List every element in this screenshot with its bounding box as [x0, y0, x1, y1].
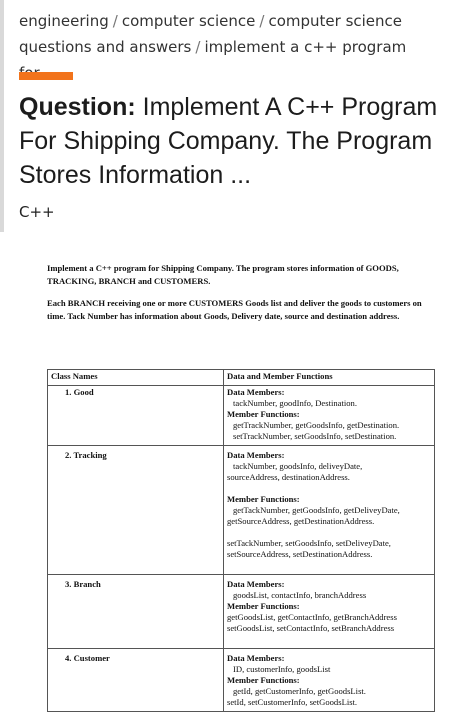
members-line: sourceAddress, destinationAddress.: [227, 472, 350, 482]
class-name-branch: 3. Branch: [48, 575, 224, 649]
breadcrumb-cs-qa[interactable]: computer science questions and answers: [19, 12, 403, 56]
functions-line: getTrackNumber, getGoodsInfo, getDestination.: [233, 420, 400, 430]
members-label: Data Members:: [227, 579, 285, 589]
table-header-row: [48, 370, 435, 386]
table-row: [48, 386, 435, 446]
class-name-good: 1. Good: [48, 386, 224, 446]
functions-line: getTackNumber, getGoodsInfo, getDeliveyDate,: [233, 505, 400, 515]
breadcrumb-separator: /: [195, 38, 201, 56]
functions-line: getSourceAddress, getDestinationAddress.: [227, 516, 375, 526]
spacer: [227, 634, 431, 645]
members-line: goodsList, contactInfo, branchAddress: [233, 590, 367, 600]
breadcrumb-separator: /: [259, 12, 265, 30]
functions-label: Member Functions:: [227, 601, 300, 611]
functions-line: setSourceAddress, setDestinationAddress.: [227, 549, 373, 559]
functions-label: Member Functions:: [227, 409, 300, 419]
breadcrumb: [19, 8, 439, 86]
members-line: tackNumber, goodInfo, Destination.: [233, 398, 357, 408]
functions-line: setGoodsList, setContactInfo, setBranchAddress: [227, 623, 395, 633]
body-paragraph-1: Implement a C++ program for Shipping Company. The program stores information of GOODS, TRACKING, BRANCH and CUSTOMERS.: [47, 263, 399, 286]
functions-line: setId, setCustomerInfo, setGoodsList.: [227, 697, 358, 707]
breadcrumb-separator: /: [112, 12, 118, 30]
accent-bar: [19, 72, 73, 80]
members-label: Data Members:: [227, 653, 285, 663]
class-details-branch: [224, 575, 435, 649]
body-paragraph-2: Each BRANCH receiving one or more CUSTOMERS Goods list and deliver the goods to customers on time. Tack Number has information about Goods, Delivery date, source and destination address.: [47, 298, 422, 321]
breadcrumb-computer-science[interactable]: computer science: [121, 12, 256, 30]
functions-line: getGoodsList, getContactInfo, getBranchAddress: [227, 612, 397, 622]
class-details-tracking: [224, 446, 435, 575]
functions-line: setTackNumber, setGoodsInfo, setDeliveyDate,: [227, 538, 391, 548]
header-class-names: Class Names: [48, 370, 224, 386]
table-row: [48, 446, 435, 575]
breadcrumb-engineering[interactable]: engineering: [19, 12, 109, 30]
left-border: [0, 0, 4, 232]
class-table: [47, 369, 435, 712]
functions-line: getId, getCustomerInfo, getGoodsList.: [233, 686, 366, 696]
question-body: [47, 262, 442, 332]
spacer: [227, 527, 431, 538]
functions-line: setTrackNumber, setGoodsInfo, setDestination.: [233, 431, 397, 441]
breadcrumb-current: implement a c++ program: [204, 38, 407, 56]
table-row: [48, 649, 435, 712]
class-details-customer: [224, 649, 435, 712]
table-row: [48, 575, 435, 649]
spacer: [227, 560, 431, 571]
subject-tag[interactable]: C++: [19, 203, 55, 221]
header-data-functions: Data and Member Functions: [224, 370, 435, 386]
class-details-good: [224, 386, 435, 446]
class-name-customer: 4. Customer: [48, 649, 224, 712]
spacer: [227, 483, 431, 494]
question-label: Question:: [19, 93, 136, 121]
functions-label: Member Functions:: [227, 675, 300, 685]
members-line: tackNumber, goodsInfo, deliveyDate,: [233, 461, 363, 471]
question-title: [19, 90, 449, 192]
members-line: ID, customerInfo, goodsList: [233, 664, 331, 674]
functions-label: Member Functions:: [227, 494, 300, 504]
members-label: Data Members:: [227, 387, 285, 397]
class-name-tracking: 2. Tracking: [48, 446, 224, 575]
members-label: Data Members:: [227, 450, 285, 460]
question-text: Implement A C++ Program For Shipping Company. The Program Stores Information ...: [19, 93, 438, 189]
